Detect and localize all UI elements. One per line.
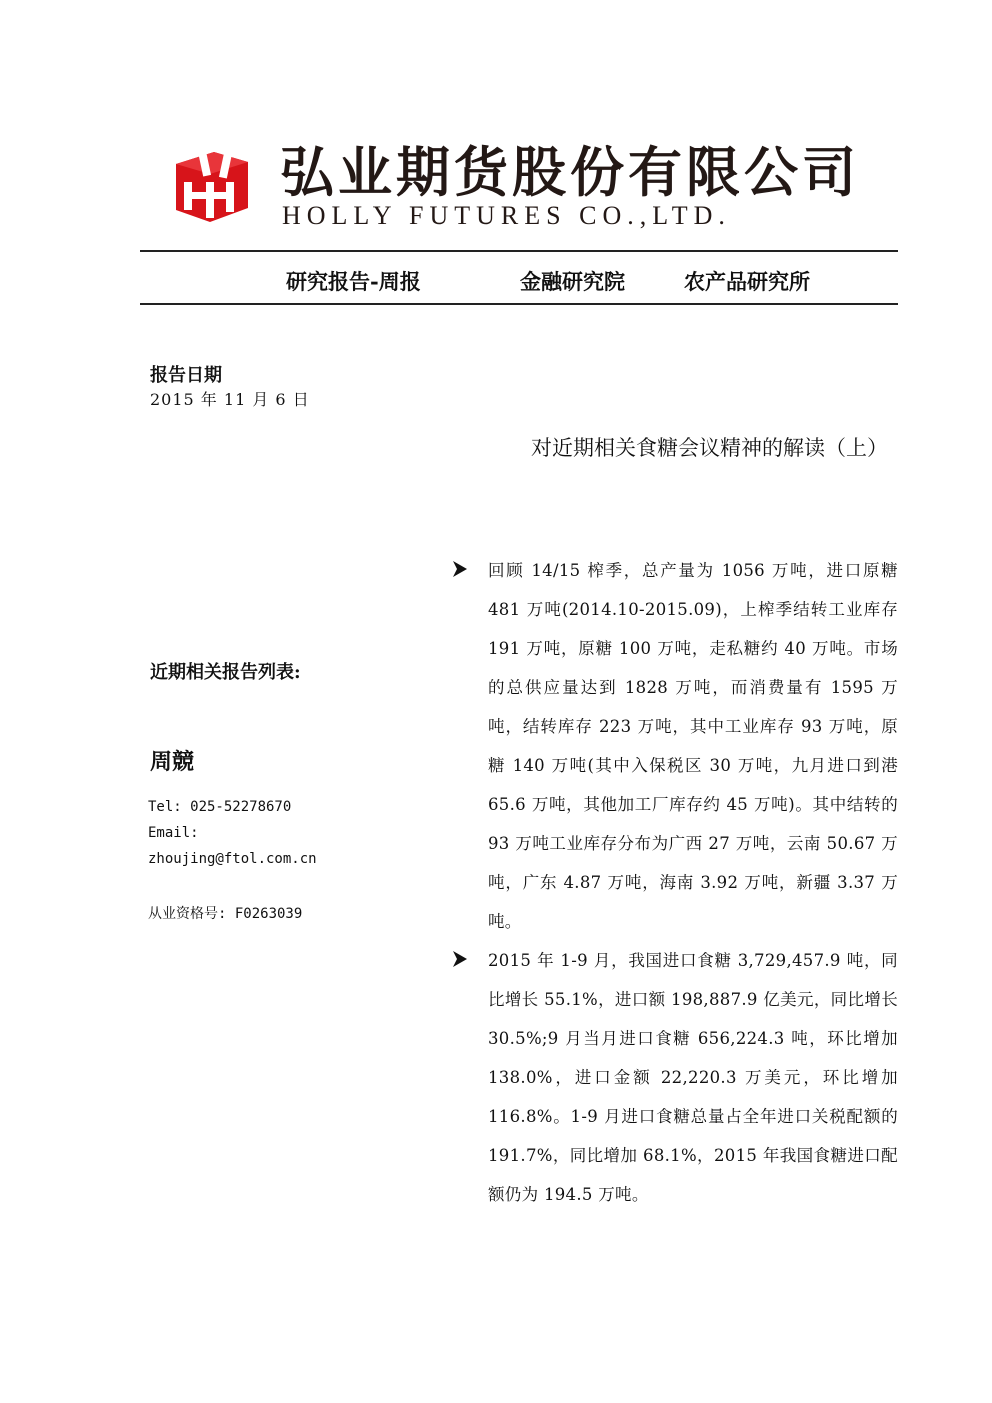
header-bar bbox=[140, 252, 898, 304]
list-item bbox=[452, 941, 898, 1214]
related-reports-label: 近期相关报告列表: bbox=[150, 662, 301, 683]
company-name-en: HOLLY FUTURES CO.,LTD. bbox=[282, 201, 731, 230]
institute: 金融研究院 bbox=[520, 269, 625, 294]
department: 农产品研究所 bbox=[684, 269, 810, 294]
company-logo bbox=[170, 140, 860, 232]
analyst-email[interactable]: zhoujing@ftol.com.cn bbox=[148, 851, 317, 867]
date-value: 2015 年 11 月 6 日 bbox=[150, 390, 310, 409]
list-item bbox=[452, 551, 898, 941]
summary-bullets bbox=[452, 551, 898, 1214]
date-label: 报告日期 bbox=[150, 365, 222, 386]
arrow-bullet-icon bbox=[452, 950, 468, 968]
analyst-name: 周競 bbox=[150, 749, 195, 775]
bullet-text: 2015 年 1-9 月，我国进口食糖 3,729,457.9 吨，同比增长 55.1%，进口额 198,887.9 亿美元，同比增长 30.5%;9 月当月进口食糖 656,224.3 吨，环比增加 138.0%，进口金额 22,220.3 万美元，环比增加 116.8%。1-9 月进口食糖总量占全年进口关税配额的 191.7%，同比增加 68.1%，2015 年我国食糖进口配额仍为 194.5 万吨。 bbox=[488, 951, 898, 1204]
analyst-license: 从业资格号: F0263039 bbox=[148, 906, 303, 922]
company-name-cn: 弘业期货股份有限公司 bbox=[280, 140, 860, 204]
report-title: 对近期相关食糖会议精神的解读（上） bbox=[531, 436, 888, 460]
arrow-bullet-icon bbox=[452, 560, 468, 578]
analyst-tel: Tel: 025-52278670 bbox=[148, 799, 292, 815]
analyst-email-label: Email: bbox=[148, 825, 199, 841]
holly-logo-icon bbox=[170, 142, 250, 222]
header-bottom-rule bbox=[140, 303, 898, 305]
report-type: 研究报告-周报 bbox=[286, 269, 421, 294]
bullet-text: 回顾 14/15 榨季，总产量为 1056 万吨，进口原糖 481 万吨(2014.10-2015.09)，上榨季结转工业库存 191 万吨，原糖 100 万吨，走私糖约 40 万吨。市场的总供应量达到 1828 万吨，而消费量有 1595 万吨，结转库存 223 万吨，其中工业库存 93 万吨，原糖 140 万吨(其中入保税区 30 万吨，九月进口到港 65.6 万吨，其他加工厂库存约 45 万吨)。其中结转的 93 万吨工业库存分布为广西 27 万吨，云南 50.67 万吨，广东 4.87 万吨，海南 3.92 万吨，新疆 3.37 万吨。 bbox=[488, 561, 898, 931]
